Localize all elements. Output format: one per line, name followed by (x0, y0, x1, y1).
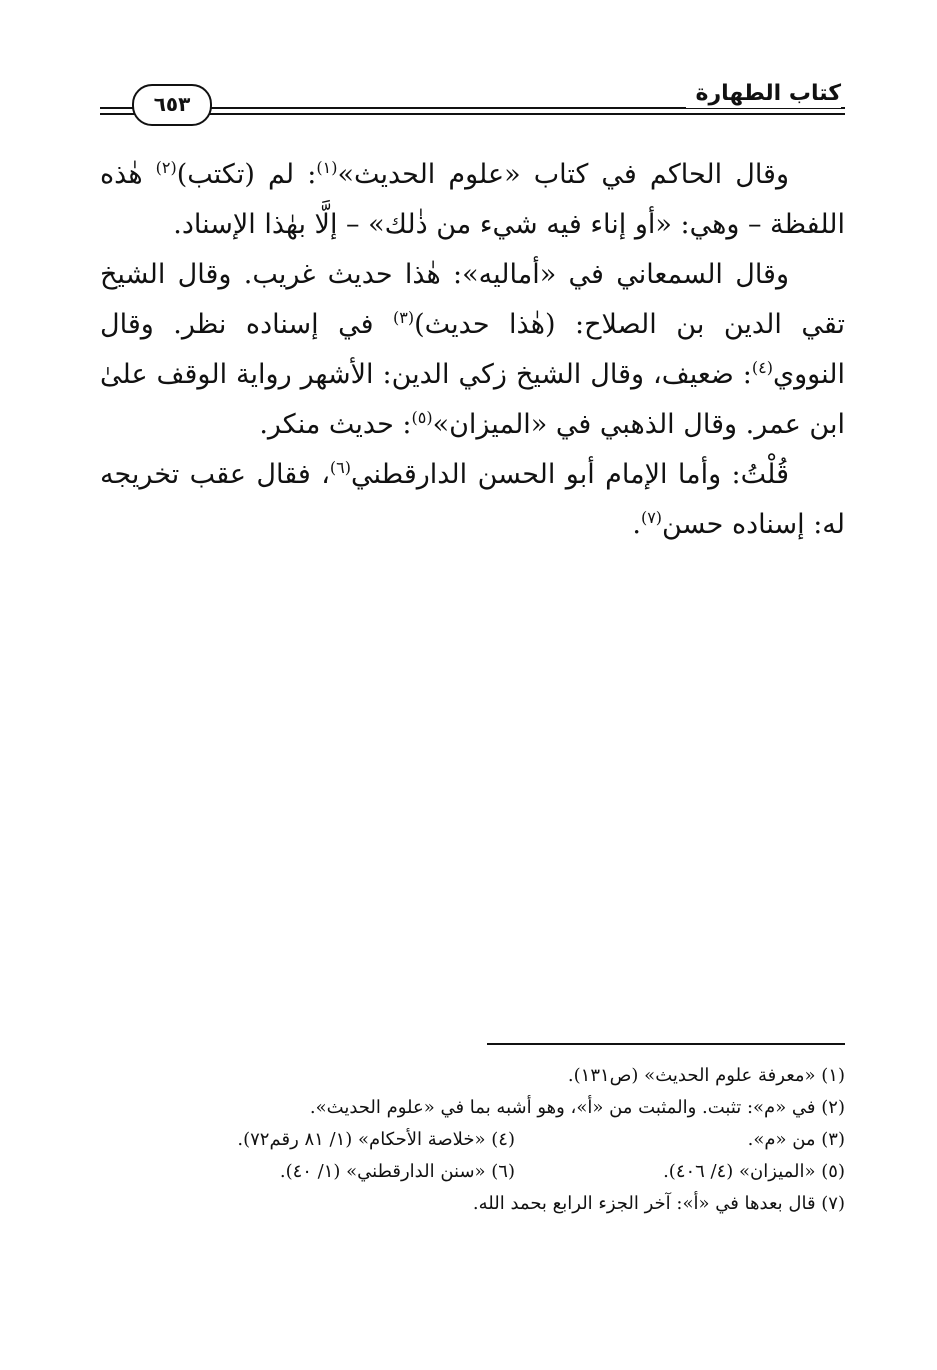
paragraph-3 (100, 450, 845, 550)
footnote-ref-3: (٣) (393, 308, 415, 327)
footnote-2: (٢) في «م»: تثبت. والمثبت من «أ»، وهو أشبه بما في «علوم الحديث». (309, 1097, 845, 1118)
footnote-4: (٤) «خلاصة الأحكام» (١/ ٨١ رقم٧٢). (237, 1129, 515, 1150)
footnote-5: (٥) «الميزان» (٤/ ٤٠٦). (663, 1161, 845, 1182)
footnote-row (100, 1124, 845, 1156)
footnote-ref-7: (٧) (640, 508, 663, 527)
text-run: وقال الحاكم في كتاب «علوم الحديث» (337, 159, 789, 190)
page-header (100, 78, 845, 126)
text-run: قُلْتُ: وأما الإمام أبو الحسن الدارقطني (351, 459, 789, 490)
footnote-row (100, 1156, 845, 1188)
footnote-ref-6: (٦) (329, 458, 352, 477)
running-title: كتاب الطهارة (686, 80, 841, 108)
page-number: ٦٥٣ (132, 84, 212, 126)
text-run: وقال السمعاني في «أماليه»: هٰذا حديث غريب. وقال الشيخ تقي الدين بن الصلاح: (هٰذا حديث) (100, 259, 845, 340)
text-run: : حديث منكر. (259, 409, 412, 440)
footnote-6: (٦) «سنن الدارقطني» (١/ ٤٠). (279, 1161, 515, 1182)
footnote-3: (٣) من «م». (747, 1129, 845, 1150)
footnote-ref-2: (٢) (155, 158, 177, 177)
footnote-1: (١) «معرفة علوم الحديث» (ص١٣١). (567, 1065, 845, 1086)
footnote-ref-1: (١) (316, 158, 338, 177)
text-run: . (632, 509, 641, 540)
footnotes (100, 1060, 845, 1220)
text-run: في إسناده نظر. وقال النووي (100, 309, 845, 390)
paragraph-1 (100, 150, 845, 250)
text-run: : لم (تكتب) (176, 159, 317, 190)
paragraph-2 (100, 250, 845, 450)
footnote-ref-4: (٤) (751, 358, 773, 377)
text-run: ، فقال عقب تخريجه له: إسناده حسن (100, 459, 845, 540)
footnote-7: (٧) قال بعدها في «أ»: آخر الجزء الرابع بحمد الله. (472, 1193, 845, 1214)
header-rule-second (100, 113, 845, 115)
footnote-ref-5: (٥) (411, 408, 433, 427)
main-text (100, 150, 845, 550)
footnote-separator (487, 1043, 845, 1045)
text-run: : ضعيف، وقال الشيخ زكي الدين: الأشهر رواية الوقف علىٰ ابن عمر. وقال الذهبي في «الميزان» (100, 359, 845, 440)
text-run: هٰذه اللفظة – وهي: «أو إناء فيه شيء من ذٰلك» – إلَّا بهٰذا الإسناد. (100, 159, 845, 240)
